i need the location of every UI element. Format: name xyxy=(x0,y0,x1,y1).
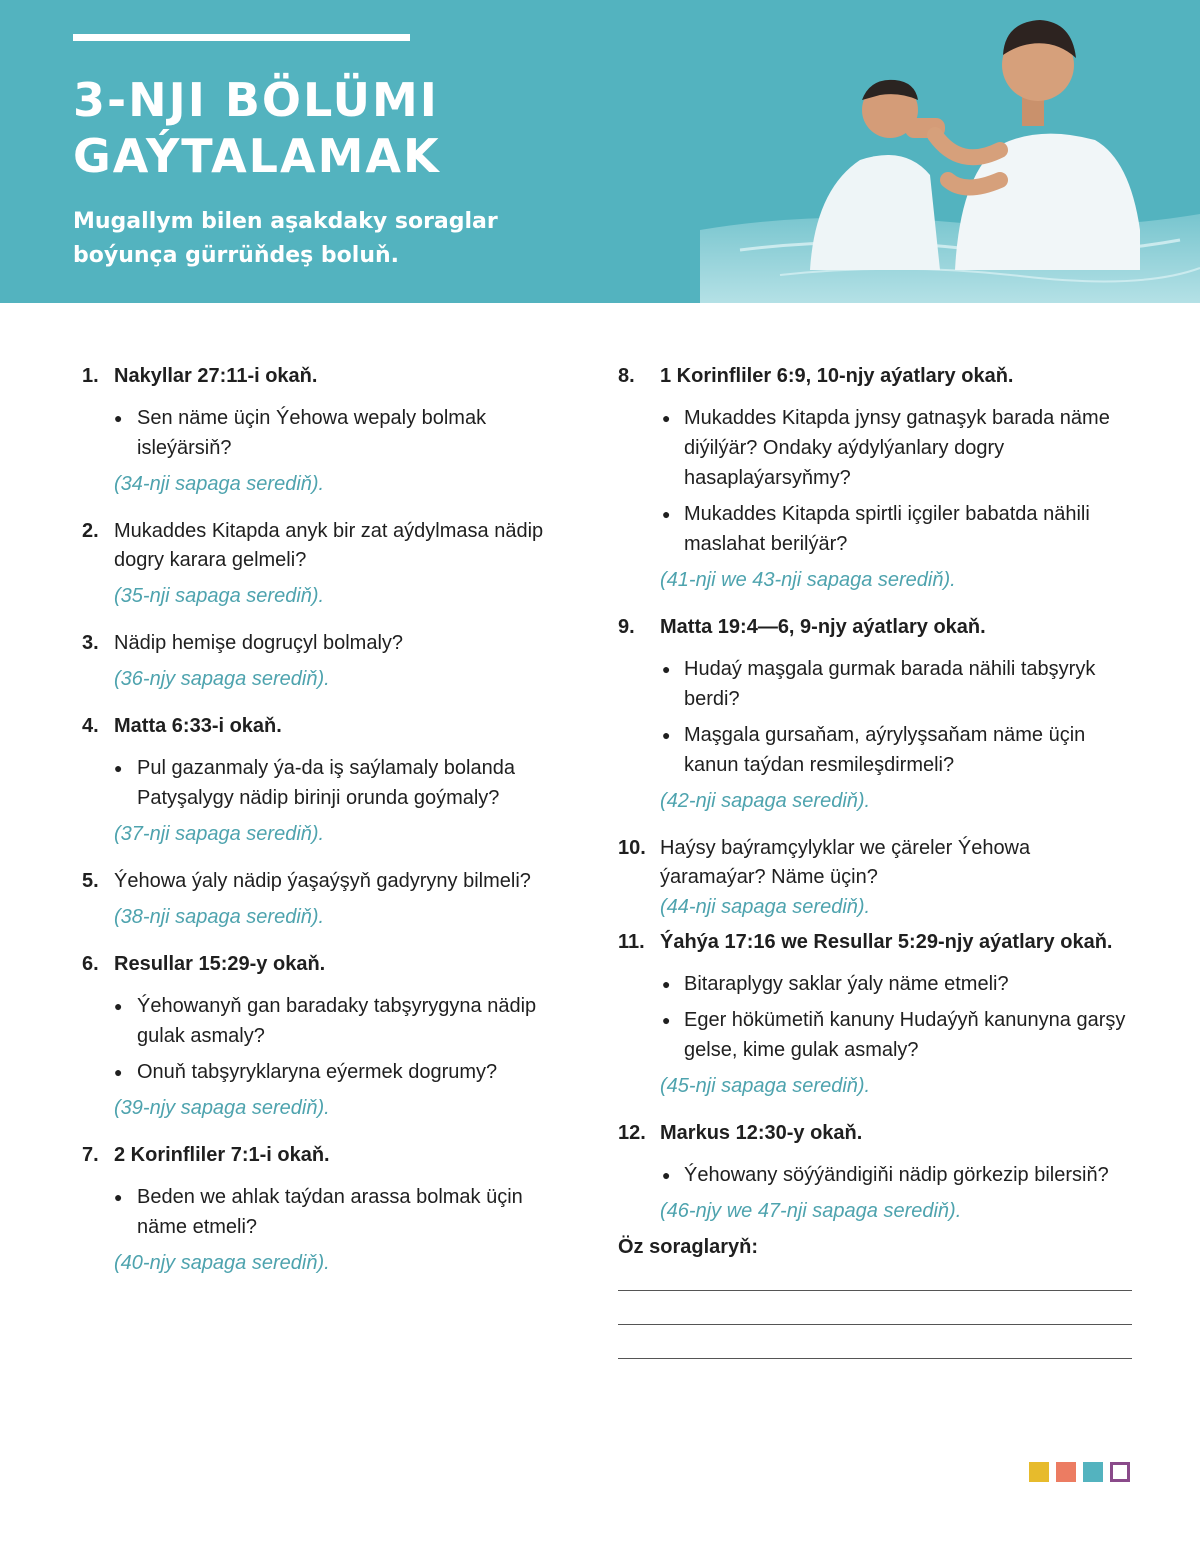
bullet-list xyxy=(82,403,572,463)
question-6-head xyxy=(82,950,572,979)
question-number: 10. xyxy=(618,837,646,859)
question-number: 11. xyxy=(618,931,645,953)
swatch-yellow xyxy=(1029,1462,1049,1482)
question-text: Markus 12:30-y okaň. xyxy=(660,1122,863,1144)
lesson-reference: (42-nji sapaga serediň). xyxy=(660,790,871,812)
question-number: 9. xyxy=(618,616,635,638)
question-number: 5. xyxy=(82,870,99,892)
question-12 xyxy=(618,1119,1138,1226)
question-5 xyxy=(82,867,572,932)
question-8-head xyxy=(618,362,1138,391)
answer-line-3[interactable] xyxy=(618,1358,1132,1359)
subtitle xyxy=(73,205,498,273)
question-text: Mukaddes Kitapda anyk bir zat aýdylmasa nädip dogry karara gelmeli? xyxy=(114,520,544,571)
page-title xyxy=(73,72,441,184)
question-6 xyxy=(82,950,572,1123)
bullet-list xyxy=(618,654,1138,780)
question-number: 12. xyxy=(618,1122,646,1144)
question-7 xyxy=(82,1141,572,1278)
question-number: 2. xyxy=(82,520,99,542)
question-10-head xyxy=(618,834,1138,892)
question-text: Ýahýa 17:16 we Resullar 5:29-njy aýatlary okaň. xyxy=(660,931,1113,953)
question-4 xyxy=(82,712,572,849)
question-9-head xyxy=(618,613,1138,642)
lesson-reference: (37-nji sapaga serediň). xyxy=(114,823,325,845)
question-2 xyxy=(82,517,572,611)
own-questions-label: Öz soraglaryň: xyxy=(618,1236,759,1258)
bullet-item: ● Beden we ahlak taýdan arassa bolmak üçin näme etmeli? xyxy=(82,1182,572,1242)
lesson-reference: (41-nji we 43-nji sapaga serediň). xyxy=(660,569,956,591)
question-12-head xyxy=(618,1119,1138,1148)
question-number: 6. xyxy=(82,953,99,975)
question-number: 1. xyxy=(82,365,99,387)
question-11-head xyxy=(618,928,1138,957)
question-7-head xyxy=(82,1141,572,1170)
lesson-reference: (44-nji sapaga serediň). xyxy=(660,896,871,918)
question-text: 1 Korinfliler 6:9, 10-njy aýatlary okaň. xyxy=(660,365,1014,387)
lesson-reference: (35-nji sapaga serediň). xyxy=(114,585,325,607)
bullet-list xyxy=(82,1182,572,1242)
question-text: Ýehowa ýaly nädip ýaşaýşyň gadyryny bilmeli? xyxy=(114,870,531,892)
question-2-head xyxy=(82,517,572,575)
question-text: Haýsy baýramçylyklar we çäreler Ýehowa ýaramaýar? Näme üçin? xyxy=(660,837,1031,888)
question-number: 8. xyxy=(618,365,635,387)
bullet-item: ● Onuň tabşyryklaryna eýermek dogrumy? xyxy=(82,1057,572,1087)
subtitle-line-2: boýunça gürrüňdeş boluň. xyxy=(73,243,400,268)
lesson-reference: (38-nji sapaga serediň). xyxy=(114,906,325,928)
answer-line-1[interactable] xyxy=(618,1290,1132,1291)
question-8 xyxy=(618,362,1138,595)
lesson-reference: (40-njy sapaga serediň). xyxy=(114,1252,330,1274)
question-text: Nädip hemişe dogruçyl bolmaly? xyxy=(114,632,404,654)
bullet-item: ● Mukaddes Kitapda spirtli içgiler babatda nähili maslahat berilýär? xyxy=(618,499,1138,559)
bullet-list xyxy=(618,1160,1138,1190)
swatch-coral xyxy=(1056,1462,1076,1482)
question-text: Resullar 15:29-y okaň. xyxy=(114,953,326,975)
subtitle-line-1: Mugallym bilen aşakdaky soraglar xyxy=(73,209,498,234)
title-line-2: GAÝTALAMAK xyxy=(73,129,441,183)
question-1-head xyxy=(82,362,572,391)
header-rule xyxy=(73,34,410,41)
lesson-reference: (46-njy we 47-nji sapaga serediň). xyxy=(660,1200,962,1222)
lesson-reference: (39-njy sapaga serediň). xyxy=(114,1097,330,1119)
bullet-item: ● Ýehowany söýýändigiňi nädip görkezip bilersiň? xyxy=(618,1160,1138,1190)
question-text: Matta 6:33-i okaň. xyxy=(114,715,282,737)
swatch-teal xyxy=(1083,1462,1103,1482)
baptism-illustration xyxy=(700,0,1200,303)
questions-right-column xyxy=(618,362,1138,1359)
question-text: Nakyllar 27:11-i okaň. xyxy=(114,365,318,387)
bullet-list xyxy=(82,753,572,813)
bullet-item: ● Eger hökümetiň kanuny Hudaýyň kanunyna garşy gelse, kime gulak asmaly? xyxy=(618,1005,1138,1065)
question-number: 7. xyxy=(82,1144,99,1166)
question-10 xyxy=(618,834,1138,922)
questions-left-column xyxy=(82,362,572,1296)
question-4-head xyxy=(82,712,572,741)
lesson-reference: (36-njy sapaga serediň). xyxy=(114,668,330,690)
question-3-head xyxy=(82,629,572,658)
bullet-list xyxy=(618,403,1138,559)
bullet-item: ● Pul gazanmaly ýa-da iş saýlamaly bolanda Patyşalygy nädip birinji orunda goýmaly? xyxy=(82,753,572,813)
question-3 xyxy=(82,629,572,694)
lesson-reference: (45-nji sapaga serediň). xyxy=(660,1075,871,1097)
question-text: Matta 19:4—6, 9-njy aýatlary okaň. xyxy=(660,616,986,638)
question-9 xyxy=(618,613,1138,816)
header-banner xyxy=(0,0,1200,303)
title-line-1: 3-NJI BÖLÜMI xyxy=(73,73,439,127)
question-text: 2 Korinfliler 7:1-i okaň. xyxy=(114,1144,330,1166)
question-5-head xyxy=(82,867,572,896)
color-swatches xyxy=(1029,1462,1130,1482)
bullet-list xyxy=(82,991,572,1087)
bullet-item: ● Ýehowanyň gan baradaky tabşyrygyna nädip gulak asmaly? xyxy=(82,991,572,1051)
question-number: 4. xyxy=(82,715,99,737)
bullet-list xyxy=(618,969,1138,1065)
question-number: 3. xyxy=(82,632,99,654)
bullet-item: ● Hudaý maşgala gurmak barada nähili tabşyryk berdi? xyxy=(618,654,1138,714)
answer-line-2[interactable] xyxy=(618,1324,1132,1325)
bullet-item: ● Maşgala gursaňam, aýrylyşsaňam näme üçin kanun taýdan resmileşdirmeli? xyxy=(618,720,1138,780)
question-1 xyxy=(82,362,572,499)
lesson-reference: (34-nji sapaga serediň). xyxy=(114,473,325,495)
bullet-item: ● Sen näme üçin Ýehowa wepaly bolmak isleýärsiň? xyxy=(82,403,572,463)
bullet-item: ● Mukaddes Kitapda jynsy gatnaşyk barada näme diýilýär? Ondaky aýdylýanlary dogry hasaplaýarsyňmy? xyxy=(618,403,1138,493)
question-11 xyxy=(618,928,1138,1101)
swatch-outline-purple xyxy=(1110,1462,1130,1482)
bullet-item: ● Bitaraplygy saklar ýaly näme etmeli? xyxy=(618,969,1138,999)
